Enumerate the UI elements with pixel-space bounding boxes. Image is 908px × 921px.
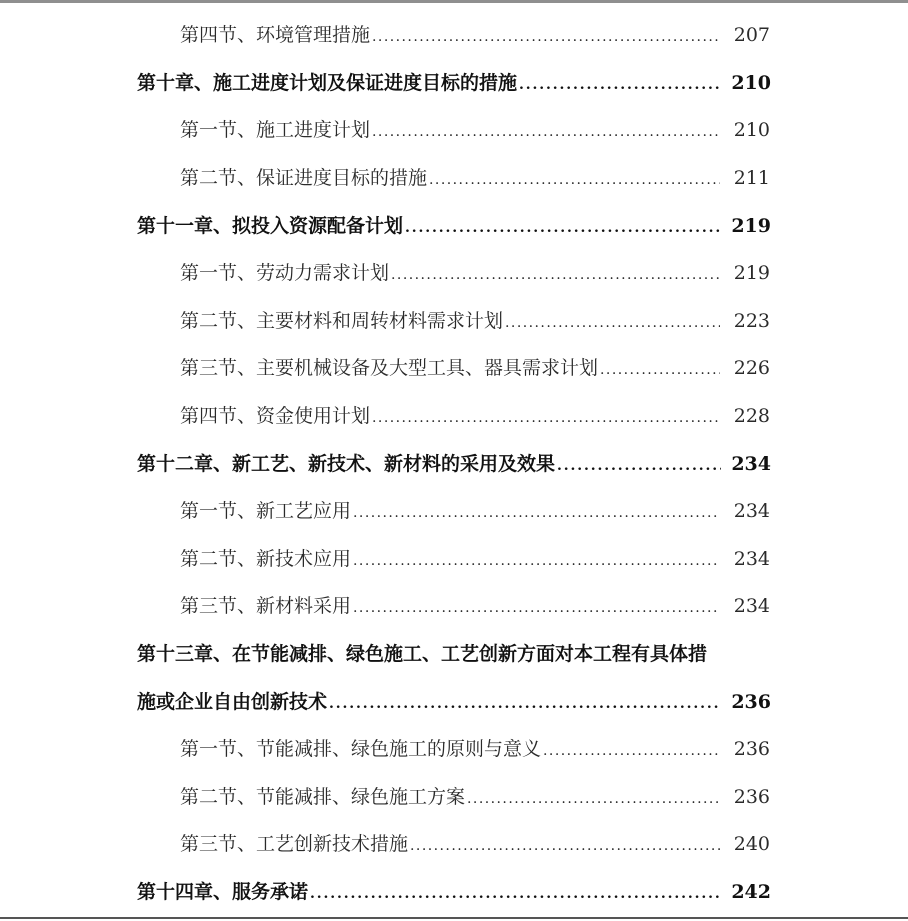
toc-entry [180, 496, 770, 523]
toc-entry-chapter[interactable] [0, 438, 908, 486]
toc-entry-title: 第四节、环境管理措施 [180, 24, 371, 47]
toc-entry-title: 第一节、节能减排、绿色施工的原则与意义 [180, 738, 542, 761]
toc-entry-section[interactable] [0, 296, 908, 344]
toc-entry-title: 第三节、新材料采用 [180, 595, 352, 618]
toc-entry [180, 306, 770, 333]
toc-entry-section[interactable] [0, 105, 908, 153]
toc-entry-chapter[interactable] [0, 676, 908, 724]
toc-entry [180, 544, 770, 571]
toc-entry-chapter[interactable] [0, 58, 908, 106]
toc-entry-section[interactable] [0, 248, 908, 296]
toc-page-number: 219 [731, 214, 771, 237]
dot-leader [353, 600, 720, 616]
toc-entry-title: 第十一章、拟投入资源配备计划 [137, 214, 404, 237]
toc-entry [180, 829, 770, 856]
toc-entry-title: 施或企业自由创新技术 [137, 690, 328, 713]
dot-leader [353, 553, 720, 569]
toc-page-number: 236 [733, 738, 770, 761]
dot-leader [391, 267, 720, 283]
toc-entry [137, 211, 771, 238]
toc-entry [180, 20, 770, 47]
toc-page-number: 236 [731, 690, 771, 713]
toc-page-number: 210 [731, 71, 771, 94]
dot-leader [505, 315, 720, 331]
toc-entry-chapter-line1[interactable] [0, 629, 908, 677]
table-of-contents [0, 10, 908, 914]
toc-entry-section[interactable] [0, 534, 908, 582]
toc-page-number: 207 [733, 24, 770, 47]
toc-entry-title: 第二节、保证进度目标的措施 [180, 167, 428, 190]
dot-leader [600, 362, 720, 378]
dot-leader [519, 77, 721, 93]
toc-entry-title: 第一节、施工进度计划 [180, 119, 371, 142]
toc-entry-section[interactable] [0, 343, 908, 391]
bottom-border [0, 917, 908, 919]
toc-page-number: 242 [731, 880, 771, 903]
toc-entry-title: 第三节、工艺创新技术措施 [180, 833, 409, 856]
toc-entry [137, 687, 771, 714]
toc-page-number: 226 [733, 357, 770, 380]
toc-entry-title: 第十二章、新工艺、新技术、新材料的采用及效果 [137, 452, 556, 475]
dot-leader [372, 124, 720, 140]
toc-page-number: 236 [733, 785, 770, 808]
toc-entry-section[interactable] [0, 10, 908, 58]
toc-entry [180, 734, 770, 761]
dot-leader [353, 505, 720, 521]
dot-leader [372, 29, 720, 45]
toc-entry-title: 第十四章、服务承诺 [137, 880, 309, 903]
toc-page-number: 223 [733, 309, 770, 332]
dot-leader [329, 696, 721, 712]
toc-entry-title: 第二节、新技术应用 [180, 547, 352, 570]
toc-entry-title: 第四节、资金使用计划 [180, 405, 371, 428]
toc-entry [137, 449, 771, 476]
toc-entry-title: 第十三章、在节能减排、绿色施工、工艺创新方面对本工程有具体措 [137, 643, 708, 666]
toc-entry-title: 第二节、节能减排、绿色施工方案 [180, 785, 466, 808]
toc-page-number: 228 [733, 405, 770, 428]
toc-entry-section[interactable] [0, 819, 908, 867]
toc-entry [137, 68, 771, 95]
toc-entry-section[interactable] [0, 724, 908, 772]
toc-entry-section[interactable] [0, 153, 908, 201]
toc-page-number: 234 [733, 595, 770, 618]
toc-entry [137, 877, 771, 904]
toc-entry-chapter[interactable] [0, 867, 908, 915]
dot-leader [467, 791, 720, 807]
toc-page-number: 219 [733, 262, 770, 285]
toc-entry-section[interactable] [0, 486, 908, 534]
dot-leader [429, 172, 720, 188]
toc-entry-section[interactable] [0, 581, 908, 629]
toc-entry [180, 115, 770, 142]
dot-leader [557, 458, 721, 474]
toc-entry-title: 第十章、施工进度计划及保证进度目标的措施 [137, 71, 518, 94]
toc-entry [180, 782, 770, 809]
toc-page-number: 234 [731, 452, 771, 475]
toc-entry-section[interactable] [0, 772, 908, 820]
toc-entry [180, 353, 770, 380]
toc-page-number: 240 [733, 833, 770, 856]
toc-entry [180, 401, 770, 428]
toc-entry-title: 第一节、劳动力需求计划 [180, 262, 390, 285]
toc-entry-section[interactable] [0, 391, 908, 439]
dot-leader [372, 410, 720, 426]
top-border [0, 0, 908, 3]
dot-leader [410, 838, 720, 854]
dot-leader [543, 743, 720, 759]
toc-entry-chapter[interactable] [0, 200, 908, 248]
toc-entry-title: 第三节、主要机械设备及大型工具、器具需求计划 [180, 357, 599, 380]
toc-page-number: 210 [733, 119, 770, 142]
toc-entry [180, 258, 770, 285]
toc-entry-title: 第二节、主要材料和周转材料需求计划 [180, 309, 504, 332]
toc-entry [180, 163, 770, 190]
toc-page-number: 234 [733, 547, 770, 570]
dot-leader [405, 220, 721, 236]
dot-leader [310, 886, 721, 902]
toc-entry [180, 591, 770, 618]
toc-entry-title: 第一节、新工艺应用 [180, 500, 352, 523]
toc-page-number: 234 [733, 500, 770, 523]
toc-page-number: 211 [733, 167, 770, 190]
